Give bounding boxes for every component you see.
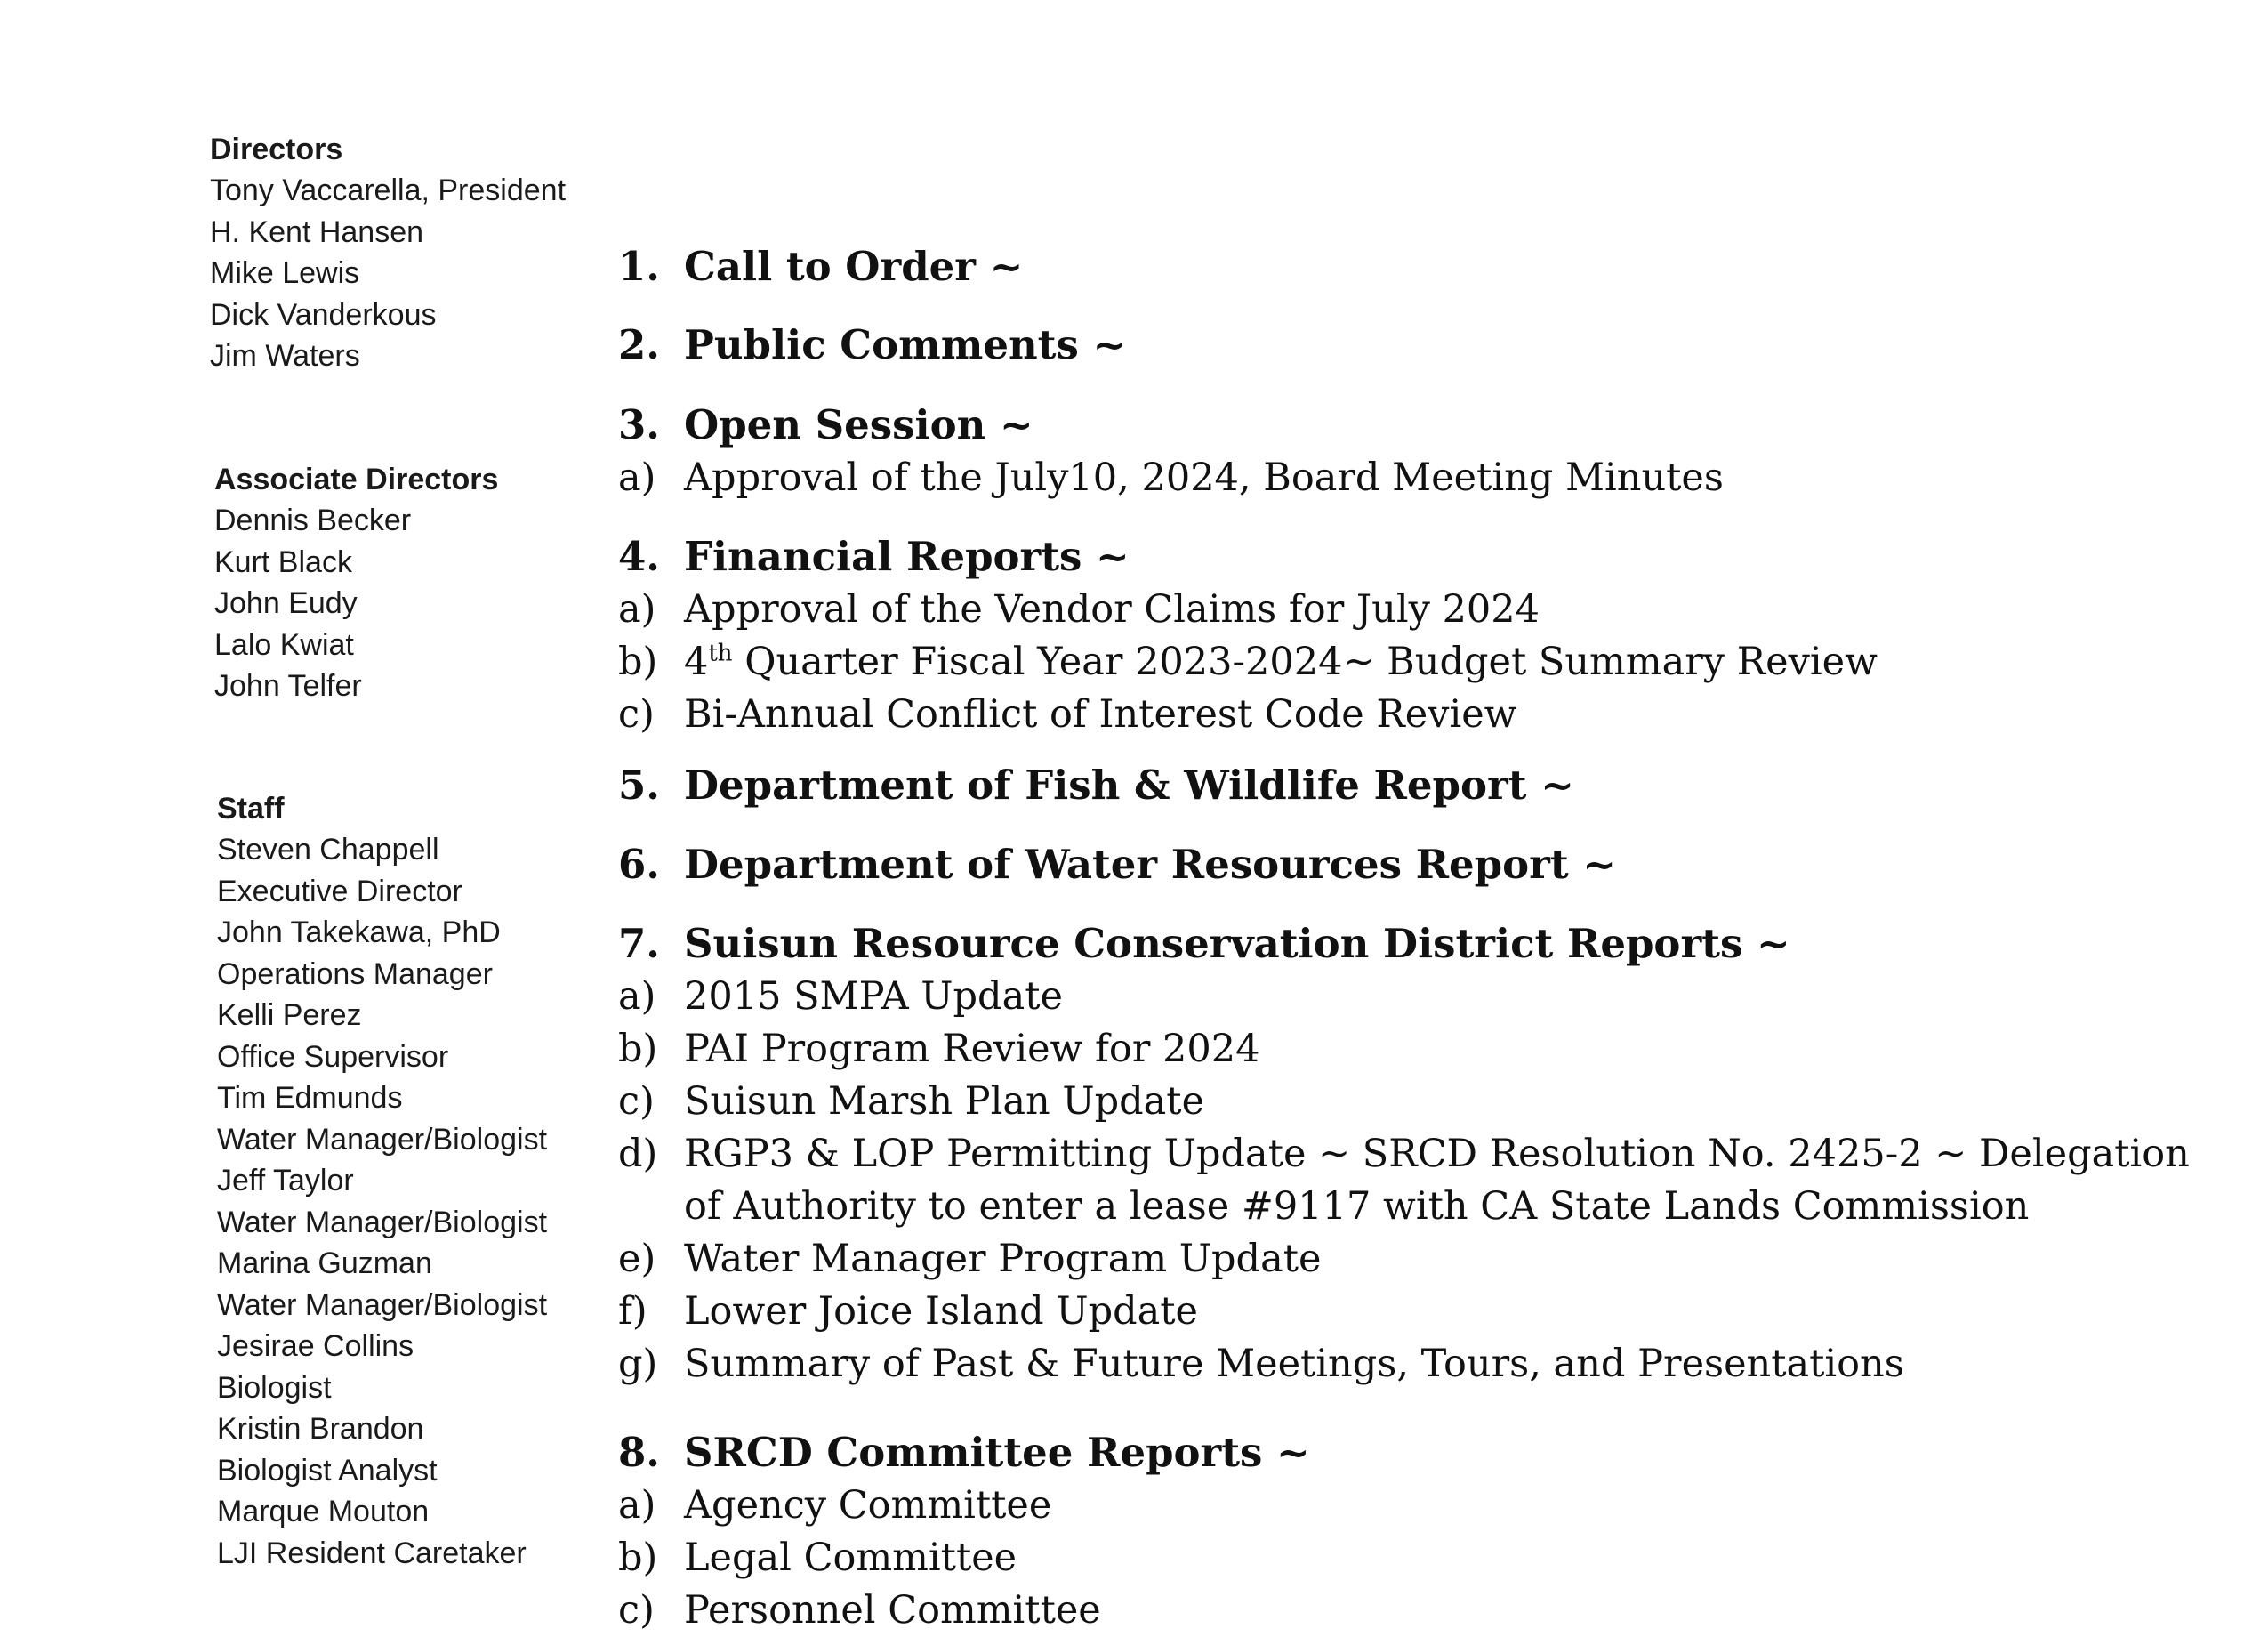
item-letter: e) <box>618 1237 656 1281</box>
agenda-item <box>618 584 2237 636</box>
agenda-item <box>618 1076 2237 1128</box>
directors-group <box>210 129 583 377</box>
staff-list <box>217 829 591 1574</box>
roster-line: Water Manager/Biologist <box>217 1287 548 1322</box>
agenda-item <box>618 1233 2237 1286</box>
item-text: Personnel Committee <box>684 1588 1101 1633</box>
roster-line: John Telfer <box>214 669 362 703</box>
section-heading <box>618 838 2237 891</box>
agenda-section <box>618 240 2237 294</box>
section-title: Public Comments ~ <box>684 321 1127 368</box>
item-text: 2015 SMPA Update <box>684 974 1063 1019</box>
item-ordinal-number: 4 <box>684 640 709 684</box>
section-heading <box>618 917 2237 971</box>
roster-line: Dennis Becker <box>214 504 412 537</box>
roster-line: Tony Vaccarella, President <box>210 173 567 207</box>
item-letter: c) <box>618 1588 655 1633</box>
agenda-section <box>618 917 2237 1391</box>
roster-line: Kurt Black <box>214 544 352 579</box>
agenda-item <box>618 1338 2237 1391</box>
item-ordinal-suffix: th <box>708 640 733 667</box>
section-title: Call to Order ~ <box>684 243 1024 290</box>
agenda-item <box>618 452 2237 504</box>
section-heading <box>618 1426 2237 1480</box>
roster-line: Marque Mouton <box>217 1495 430 1528</box>
associate-directors-group <box>214 459 588 707</box>
roster-line: Jim Waters <box>210 339 360 373</box>
item-text: Approval of the July10, 2024, Board Meeting Minutes <box>684 456 1724 500</box>
associate-directors-list <box>214 500 588 707</box>
section-items <box>618 971 2237 1391</box>
roster-line: Biologist <box>217 1370 332 1405</box>
agenda-item <box>618 1023 2237 1076</box>
section-title: Suisun Resource Conservation District Reports ~ <box>684 920 1790 967</box>
item-text: Summary of Past & Future Meetings, Tours, and Presentations <box>684 1342 1904 1386</box>
item-letter: a) <box>618 974 656 1019</box>
section-title: Open Session ~ <box>684 401 1033 448</box>
roster-line: Biologist Analyst <box>217 1453 438 1488</box>
roster-line: Kristin Brandon <box>217 1412 424 1446</box>
staff-group <box>217 788 591 1574</box>
agenda-section <box>618 1426 2237 1637</box>
agenda-item <box>618 1286 2237 1338</box>
roster-line: Marina Guzman <box>217 1246 432 1280</box>
roster-line: Steven Chappell <box>217 833 439 867</box>
roster-line: Kelli Perez <box>217 998 362 1032</box>
item-letter: g) <box>618 1342 658 1386</box>
roster-line: Operations Manager <box>217 956 493 991</box>
directors-heading: Directors <box>210 133 343 166</box>
item-text: Legal Committee <box>684 1536 1017 1580</box>
associate-directors-heading: Associate Directors <box>214 463 499 496</box>
agenda-item <box>618 971 2237 1023</box>
item-text: Suisun Marsh Plan Update <box>684 1079 1205 1124</box>
roster-line: John Eudy <box>214 586 358 620</box>
item-text <box>684 636 2237 689</box>
section-number: 8. <box>618 1429 660 1476</box>
section-heading <box>618 240 2237 294</box>
item-text: Agency Committee <box>684 1483 1052 1528</box>
section-title: Department of Fish & Wildlife Report ~ <box>684 762 1574 809</box>
agenda-section <box>618 530 2237 741</box>
item-letter: b) <box>618 640 658 684</box>
item-text: Approval of the Vendor Claims for July 2024 <box>684 587 1540 632</box>
section-title: SRCD Committee Reports ~ <box>684 1429 1310 1476</box>
item-letter: a) <box>618 1483 656 1528</box>
agenda-section <box>618 759 2237 812</box>
directors-list <box>210 170 583 377</box>
agenda-item <box>618 1128 2237 1233</box>
item-text: Water Manager Program Update <box>684 1237 1322 1281</box>
section-items <box>618 1480 2237 1637</box>
section-heading <box>618 319 2237 372</box>
agenda-item <box>618 636 2237 689</box>
section-title: Department of Water Resources Report ~ <box>684 841 1617 888</box>
section-items <box>618 452 2237 504</box>
roster-line: Dick Vanderkous <box>210 297 437 332</box>
item-text: Bi-Annual Conflict of Interest Code Review <box>684 692 1517 737</box>
agenda-section <box>618 838 2237 891</box>
staff-heading: Staff <box>217 792 285 826</box>
roster-line: LJI Resident Caretaker <box>217 1536 527 1570</box>
item-text-rest: Quarter Fiscal Year 2023-2024~ Budget Summary Review <box>732 640 1878 684</box>
item-letter: f) <box>618 1289 647 1334</box>
section-number: 5. <box>618 762 660 809</box>
roster-line: Lalo Kwiat <box>214 627 354 662</box>
roster-line: John Takekawa, PhD <box>217 915 501 949</box>
agenda-item <box>618 1532 2237 1585</box>
section-number: 3. <box>618 401 660 448</box>
agenda-section <box>618 399 2237 504</box>
section-number: 4. <box>618 533 660 580</box>
item-letter: a) <box>618 456 656 500</box>
section-heading <box>618 759 2237 812</box>
roster-line: Executive Director <box>217 874 462 908</box>
agenda-section <box>618 319 2237 372</box>
section-items <box>618 584 2237 741</box>
agenda-item <box>618 689 2237 741</box>
item-text: Lower Joice Island Update <box>684 1289 1198 1334</box>
item-letter: a) <box>618 587 656 632</box>
agenda-item <box>618 1480 2237 1532</box>
item-text: RGP3 & LOP Permitting Update ~ SRCD Resolution No. 2425-2 ~ Delegation of Authority to enter a lease #9117 with CA State Lands Commission <box>684 1132 2190 1229</box>
item-letter: c) <box>618 1079 655 1124</box>
roster-line: H. Kent Hansen <box>210 214 424 249</box>
item-letter: b) <box>618 1027 658 1071</box>
agenda-item <box>618 1585 2237 1637</box>
section-title: Financial Reports ~ <box>684 533 1130 580</box>
item-letter: b) <box>618 1536 658 1580</box>
roster-line: Mike Lewis <box>210 256 360 290</box>
section-number: 6. <box>618 841 660 888</box>
roster-line: Office Supervisor <box>217 1039 449 1074</box>
item-letter: c) <box>618 692 655 737</box>
section-number: 1. <box>618 243 660 290</box>
section-heading <box>618 399 2237 452</box>
section-heading <box>618 530 2237 584</box>
roster-line: Tim Edmunds <box>217 1081 403 1115</box>
item-letter: d) <box>618 1132 658 1176</box>
roster-line: Water Manager/Biologist <box>217 1205 548 1239</box>
section-number: 7. <box>618 920 660 967</box>
section-number: 2. <box>618 321 660 368</box>
roster-line: Jeff Taylor <box>217 1164 354 1198</box>
roster-line: Jesirae Collins <box>217 1329 414 1363</box>
roster-line: Water Manager/Biologist <box>217 1122 548 1157</box>
item-text: PAI Program Review for 2024 <box>684 1027 1260 1071</box>
